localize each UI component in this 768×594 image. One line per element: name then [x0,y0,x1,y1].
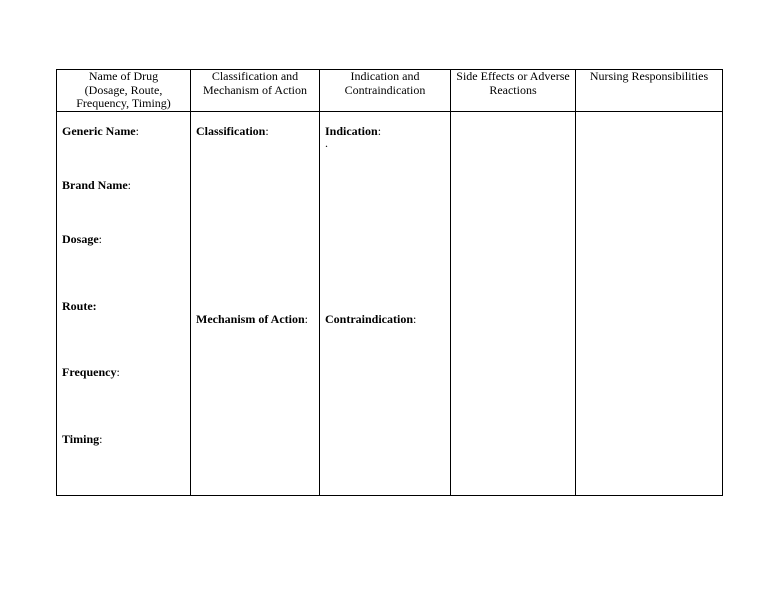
cell-classification [191,111,320,496]
dosage-label [62,232,102,247]
header-side-effects [451,70,576,112]
contraindication-colon: : [413,311,417,326]
frequency-label [62,365,120,380]
header-name-of-drug-text: Name of Drug (Dosage, Route, Frequency, Timing) [76,69,171,110]
dosage-colon: : [98,231,103,246]
contraindication-label-text: Contraindication [325,311,414,326]
mechanism-label-text: Mechanism of Action [196,311,305,326]
frequency-label-text: Frequency [62,364,117,379]
cell-drug-details [57,111,191,496]
classification-colon: : [265,123,269,138]
cell-nursing-responsibilities [576,111,723,496]
mechanism-colon: : [304,311,308,326]
frequency-colon: : [116,364,120,379]
generic-name-label [62,124,139,139]
header-classification-mechanism-text: Classification and Mechanism of Action [203,69,307,97]
table-body-row [57,111,723,496]
brand-name-label-text: Brand Name [62,177,128,192]
brand-name-label [62,178,131,193]
cell-side-effects [451,111,576,496]
dosage-label-text: Dosage [62,231,99,246]
route-label [62,299,97,314]
indication-label [325,124,381,139]
table-header-row [57,70,723,112]
route-label-text: Route: [62,298,97,313]
brand-name-colon: : [127,177,132,192]
timing-label-text: Timing [62,431,100,446]
cell-indication [320,111,451,496]
timing-label [62,432,102,447]
header-side-effects-text: Side Effects or Adverse Reactions [456,69,570,97]
header-name-of-drug [57,70,191,112]
header-nursing-responsibilities-text: Nursing Responsibilities [589,69,709,83]
classification-label-text: Classification [196,123,266,138]
header-nursing-responsibilities [576,70,723,112]
header-indication-contraindication [320,70,451,112]
indication-label-text: Indication [325,123,378,138]
mechanism-label [196,312,308,327]
indication-dot: . [325,135,328,150]
generic-name-label-text: Generic Name [62,123,136,138]
indication-colon: : [377,123,382,138]
header-indication-contraindication-text: Indication and Contraindication [344,69,426,97]
timing-colon: : [99,431,103,446]
header-classification-mechanism [191,70,320,112]
generic-name-colon: : [135,123,139,138]
contraindication-label [325,312,416,327]
classification-label [196,124,269,139]
drug-study-table [56,69,723,496]
